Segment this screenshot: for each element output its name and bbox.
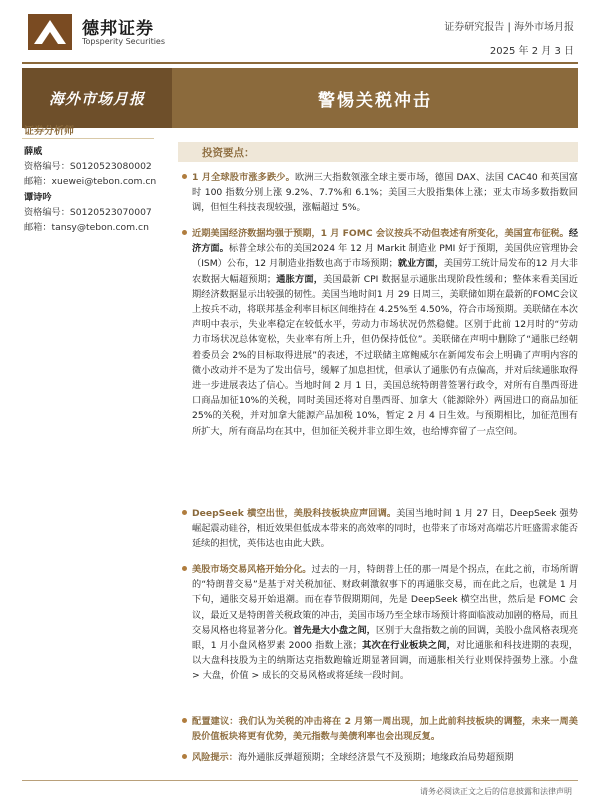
point-deepseek bbox=[178, 506, 578, 552]
logo-subtext: Topsperity Securities bbox=[82, 37, 166, 46]
point-text: 过去的一月，特朗普上任的那一周是个拐点，在此之前，市场所谓的“特朗普交易”是基于对关税加征、财政刺激叙事下的再通胀交易，而在此之后，也就是 1 月下旬，通胀交易开始退潮。而在春节假期期间，先是 DeepSeek 横空出世，然后是 FOMC 会议，最近又是特朗普关税政策的冲击，美国市场乃至全球市场预计将面临波动加剧的格局，而且交易风格也将显著分化。 bbox=[192, 564, 579, 636]
point-subhead: 通胀方面， bbox=[276, 273, 324, 285]
point-subhead: 首先是大小盘之间， bbox=[293, 624, 376, 636]
point-subhead: 就业方面， bbox=[397, 258, 444, 270]
point-text: 美国劳工统计局发布的12 月大非农数据大幅超预期； bbox=[192, 258, 578, 285]
analyst-heading: 证券分析师 bbox=[24, 126, 74, 137]
analyst-email[interactable]: 邮箱：tansy@tebon.com.cn bbox=[24, 222, 149, 233]
analyst-cert: 资格编号：S0120523080002 bbox=[24, 161, 152, 172]
point-text: 欧洲三大指数领涨全球主要市场，德国 DAX、法国 CAC40 和英国富时 100 指数分别上涨 9.2%、7.7%和 6.1%；美国三大股指集体上涨；亚太市场多数指数回调，但恒生科技表现较强，涨幅超过 5%。 bbox=[192, 172, 578, 214]
section-label-text: 海外市场月报 bbox=[48, 89, 145, 108]
points-heading: 投资要点： bbox=[202, 147, 255, 159]
point-lead: DeepSeek 横空出世，美股科技板块应声回调。 bbox=[192, 508, 397, 519]
header-divider bbox=[22, 62, 578, 64]
point-lead: 近期美国经济数据均强于预期，1 月 FOMC 会议按兵不动但表述有所变化，美国宣布征税。 bbox=[192, 228, 569, 239]
point-subhead: 其次在行业板块之间， bbox=[361, 640, 457, 652]
bullet-icon bbox=[182, 510, 187, 515]
point-risk bbox=[178, 750, 578, 765]
page-header bbox=[0, 0, 600, 62]
point-style-divergence bbox=[178, 562, 578, 684]
dbong-logo-icon bbox=[28, 14, 72, 50]
point-global-markets bbox=[178, 170, 578, 216]
bullet-icon bbox=[182, 174, 187, 179]
point-text: 区别于大盘指数之前的回调，美股小盘风格表现亮眼，1 月小盘风格罗素 2000 指数上涨； bbox=[192, 624, 579, 652]
analyst-block-2 bbox=[24, 190, 152, 235]
point-text: 标普全球公布的美国2024 年 12 月 Markit 制造业 PMI 好于预期，美国供应管理协会（ISM）公布，12 月制造业指数也高于市场预期； bbox=[192, 243, 578, 270]
analyst-cert: 资格编号：S0120523070007 bbox=[24, 207, 152, 218]
analyst-name: 薛威 bbox=[24, 146, 43, 157]
bullet-icon bbox=[182, 754, 187, 759]
point-text: 对比通胀和科技进期的表现，以大盘科技股为主的纳斯达克指数跑输近期显著回调，而通胀相关行业则保持强势上涨。小盘 > 大盘，价值 > 成长的交易风格或将延续一段时间。 bbox=[192, 640, 578, 682]
point-text: 美国当地时间 1 月 27 日，DeepSeek 强势崛起震动硅谷，相近效果但低成本带来的高效率的同时，也带来了市场对高端芯片旺盛需求能否延续的担忧，英伟达也由此大跌。 bbox=[192, 508, 578, 550]
point-allocation bbox=[178, 714, 578, 744]
analyst-divider bbox=[22, 138, 154, 139]
title-band bbox=[22, 68, 578, 128]
footer-divider bbox=[22, 780, 578, 781]
point-lead: 美股市场交易风格开始分化。 bbox=[192, 564, 312, 575]
bullet-icon bbox=[182, 230, 187, 235]
report-title: 警惕关税冲击 bbox=[318, 90, 432, 111]
analyst-email[interactable]: 邮箱：xuewei@tebon.com.cn bbox=[24, 176, 157, 187]
point-subhead: 经济方面。 bbox=[192, 228, 578, 255]
point-lead: 配置建议：我们认为关税的冲击将在 2 月第一周出现，加上此前科技板块的调整，未来一周美股价值板块将更有优势，美元指数与美债利率也会出现反复。 bbox=[192, 716, 578, 743]
point-text: 美国最新 CPI 数据显示通胀出现阶段性缓和；整体来看美国近期经济数据显示出较强的韧性。美国当地时间1 月 29 日周三，美联储如期在最新的FOMC会议上按兵不动，将联邦基金利率目标区间维持在 4.25%至 4.50%，符合市场预期。美联储在本次声明中表示，失业率稳定在较低水平，劳动力市场状况仍然稳健。区别于此前 12月时的“劳动力市场状况总体宽松，失业率有所上升，但仍保持低位”。美联储在声明中删除了“通胀已经朝着委员会 2%的目标取得进展”的表述，不过联储主席鲍威尔在新闻发布会上明确了声明内容的微小改动并不是为了发出信号，缓解了加息担忧，但承认了通胀仍有点偏高，并对后续通胀取得进一步进展表达了信心。当地时间 2 月 1 日，美国总统特朗普签署行政令，对所有自墨西哥进口商品加征10%的关税，同时美国还将对自墨西哥、加拿大（能源除外）两国进口的商品加征 25%的关税，并对加拿大能源产品加税 10%，暂定 2 月 4 日生效。与预期相比，加征范围有所扩大，所有商品均在其中，但加征关税并非立即生效，也给博弈留了一点空间。 bbox=[192, 273, 578, 437]
report-type: 证券研究报告 | 海外市场月报 bbox=[444, 22, 574, 33]
analyst-name: 谭诗吟 bbox=[24, 192, 52, 203]
point-lead: 风险提示： bbox=[192, 752, 238, 763]
bullet-icon bbox=[182, 718, 187, 723]
analyst-block-1 bbox=[24, 144, 156, 189]
point-text: 海外通胀反弹超预期；全球经济景气不及预期；地缘政治局势超预期 bbox=[237, 752, 514, 763]
report-date: 2025 年 2 月 3 日 bbox=[489, 46, 574, 57]
point-us-economy bbox=[178, 226, 578, 439]
sidebar bbox=[22, 128, 172, 800]
point-lead: 1 月全球股市涨多跌少。 bbox=[192, 172, 295, 183]
section-label bbox=[22, 68, 172, 128]
bullet-icon bbox=[182, 566, 187, 571]
disclaimer-note: 请务必阅读正文之后的信息披露和法律声明 bbox=[420, 787, 572, 796]
points-heading-bar bbox=[178, 142, 578, 162]
logo-text: 德邦证券 bbox=[82, 19, 154, 39]
